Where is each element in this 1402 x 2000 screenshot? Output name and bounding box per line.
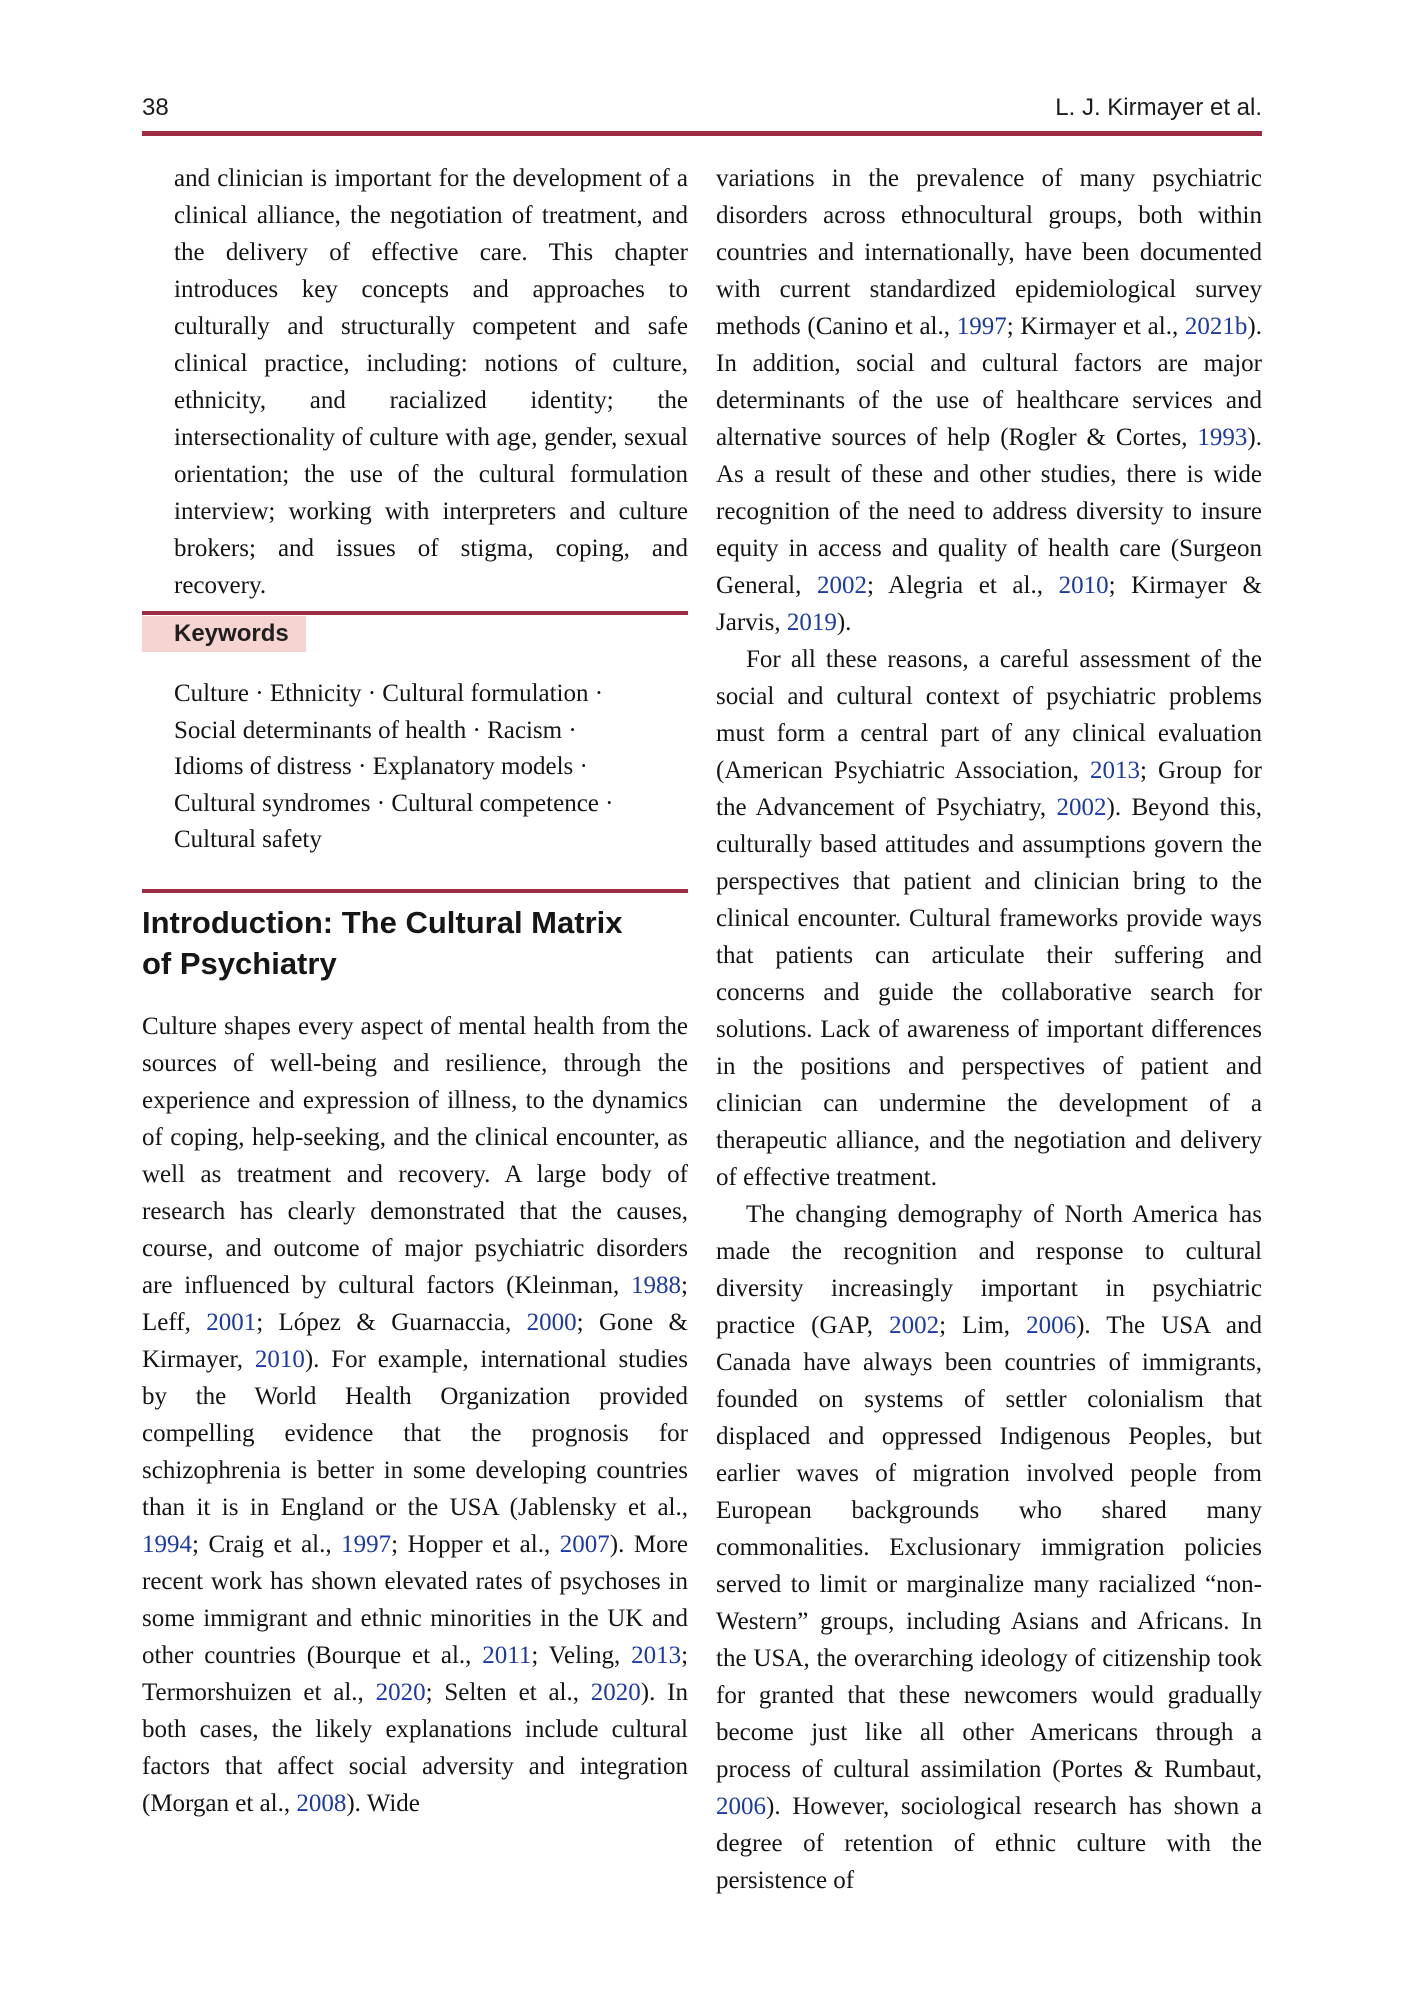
left-body-paragraph [142, 1008, 688, 1822]
body-text: ; Hopper et al., [391, 1531, 560, 1558]
body-text: ; Veling, [531, 1642, 632, 1669]
citation-link[interactable]: 1988 [631, 1272, 682, 1299]
body-text: ). However, sociological research has shown a degree of retention of ethnic culture with the persistence of [716, 1793, 1262, 1894]
citation-link[interactable]: 2010 [1058, 572, 1109, 599]
abstract-paragraph: and clinician is important for the development of a clinical alliance, the negotiation of treatment, and the delivery of effective care. This chapter introduces key concepts and approaches to culturally and structurally competent and safe clinical practice, including: notions of culture, ethnicity, and racialized identity; the intersectionality of culture with age, gender, sexual orientation; the use of the cultural formulation interview; working with interpreters and culture brokers; and issues of stigma, coping, and recovery. [174, 165, 688, 599]
citation-link[interactable]: 2007 [559, 1531, 610, 1558]
citation-link[interactable]: 2021b [1184, 313, 1248, 340]
body-text: Culture shapes every aspect of mental health from the sources of well-being and resilience, through the experience and expression of illness, to the dynamics of coping, help-seeking, and the clinical encounter, as well as treatment and recovery. A large body of research has clearly demonstrated that the causes, course, and outcome of major psychiatric disorders are influenced by cultural factors (Kleinman, [142, 1013, 688, 1299]
section-heading [142, 902, 688, 984]
page-number: 38 [142, 94, 169, 121]
citation-link[interactable]: 2019 [786, 609, 837, 636]
body-text: ). Wide [346, 1790, 420, 1817]
right-column [716, 160, 1262, 1899]
body-text: ; Leff, [142, 1272, 688, 1336]
citation-link[interactable]: 2000 [526, 1309, 577, 1336]
body-text: ; Kirmayer & Jarvis, [716, 572, 1262, 636]
citation-link[interactable]: 2002 [1056, 794, 1107, 821]
citation-link[interactable]: 2010 [254, 1346, 305, 1373]
body-text: ; Group for the Advancement of Psychiatry, [716, 757, 1262, 821]
section-heading-rule [142, 889, 688, 893]
right-paragraph-1 [716, 160, 1262, 641]
citation-link[interactable]: 1997 [956, 313, 1007, 340]
keywords-label: Keywords [174, 620, 289, 647]
body-text: ; Kirmayer et al., [1006, 313, 1185, 340]
section-heading-line: Introduction: The Cultural Matrix [142, 905, 623, 940]
citation-link[interactable]: 2020 [590, 1679, 641, 1706]
body-text: variations in the prevalence of many psychiatric disorders across ethnocultural groups, both within countries and internationally, have been documented with current standardized epidemiological survey methods (Canino et al., [716, 165, 1262, 340]
body-text: For all these reasons, a careful assessment of the social and cultural context of psychiatric problems must form a central part of any clinical evaluation (American Psychiatric Association, [716, 646, 1262, 784]
header-rule [142, 131, 1262, 136]
body-text: ; Selten et al., [425, 1679, 591, 1706]
body-text: ). More recent work has shown elevated rates of psychoses in some immigrant and ethnic minorities in the UK and other countries (Bourque et al., [142, 1531, 688, 1669]
body-text: ; Lim, [939, 1312, 1027, 1339]
body-text: ). The USA and Canada have always been countries of immigrants, founded on systems of settler colonialism that displaced and oppressed Indigenous Peoples, but earlier waves of migration involved people from European backgrounds who shared many commonalities. Exclusionary immigration policies served to limit or marginalize many racialized “non-Western” groups, including Asians and Africans. In the USA, the overarching ideology of citizenship took for granted that these newcomers would gradually become just like all other Americans through a process of cultural assimilation (Portes & Rumbaut, [716, 1312, 1262, 1783]
body-text: The changing demography of North America has made the recognition and response to cultural diversity increasingly important in psychiatric practice (GAP, [716, 1201, 1262, 1339]
body-text: ). Beyond this, culturally based attitudes and assumptions govern the perspectives that patient and clinician bring to the clinical encounter. Cultural frameworks provide ways that patients can articulate their suffering and concerns and guide the collaborative search for solutions. Lack of awareness of important differences in the positions and perspectives of patient and clinician can undermine the development of a therapeutic alliance, and the negotiation and delivery of effective treatment. [716, 794, 1262, 1191]
running-header [142, 94, 1262, 122]
running-title: L. J. Kirmayer et al. [1055, 94, 1262, 121]
body-text: ; Alegria et al., [866, 572, 1059, 599]
keyword-line: Social determinants of health · Racism · [174, 716, 577, 744]
citation-link[interactable]: 2013 [631, 1642, 682, 1669]
citation-link[interactable]: 1993 [1197, 424, 1248, 451]
keyword-line: Cultural syndromes · Cultural competence · [174, 789, 614, 817]
keyword-line: Culture · Ethnicity · Cultural formulation · [174, 680, 604, 707]
body-text: ; Craig et al., [192, 1531, 342, 1558]
keyword-line: Cultural safety [174, 826, 322, 853]
body-text: ; López & Guarnaccia, [256, 1309, 527, 1336]
citation-link[interactable]: 2008 [296, 1790, 347, 1817]
citation-link[interactable]: 1997 [341, 1531, 392, 1558]
right-paragraph-2 [716, 641, 1262, 1196]
citation-link[interactable]: 2006 [716, 1793, 766, 1820]
right-paragraph-3 [716, 1196, 1262, 1899]
section-heading-line: of Psychiatry [142, 946, 337, 981]
citation-link[interactable]: 2002 [816, 572, 867, 599]
body-text: ; Gone & Kirmayer, [142, 1309, 688, 1373]
citation-link[interactable]: 2020 [375, 1679, 426, 1706]
citation-link[interactable]: 2002 [889, 1312, 940, 1339]
keywords-list [174, 676, 688, 859]
body-text: ). In addition, social and cultural factors are major determinants of the use of healthcare services and alternative sources of help (Rogler & Cortes, [716, 313, 1262, 451]
body-text: ). [836, 609, 852, 636]
citation-link[interactable]: 2006 [1026, 1312, 1077, 1339]
body-text: ). In both cases, the likely explanations include cultural factors that affect social adversity and integration (Morgan et al., [142, 1679, 688, 1817]
body-text: ; Termorshuizen et al., [142, 1642, 689, 1706]
citation-link[interactable]: 2013 [1089, 757, 1140, 784]
citation-link[interactable]: 2001 [206, 1309, 257, 1336]
citation-link[interactable]: 2011 [482, 1642, 532, 1669]
body-text: ). For example, international studies by the World Health Organization provided compelling evidence that the prognosis for schizophrenia is better in some developing countries than it is in England or the USA (Jablensky et al., [142, 1346, 688, 1521]
citation-link[interactable]: 1994 [142, 1531, 192, 1558]
keyword-line: Idioms of distress · Explanatory models · [174, 753, 588, 780]
body-text: ). As a result of these and other studies, there is wide recognition of the need to address diversity to insure equity in access and quality of health care (Surgeon General, [716, 424, 1262, 599]
